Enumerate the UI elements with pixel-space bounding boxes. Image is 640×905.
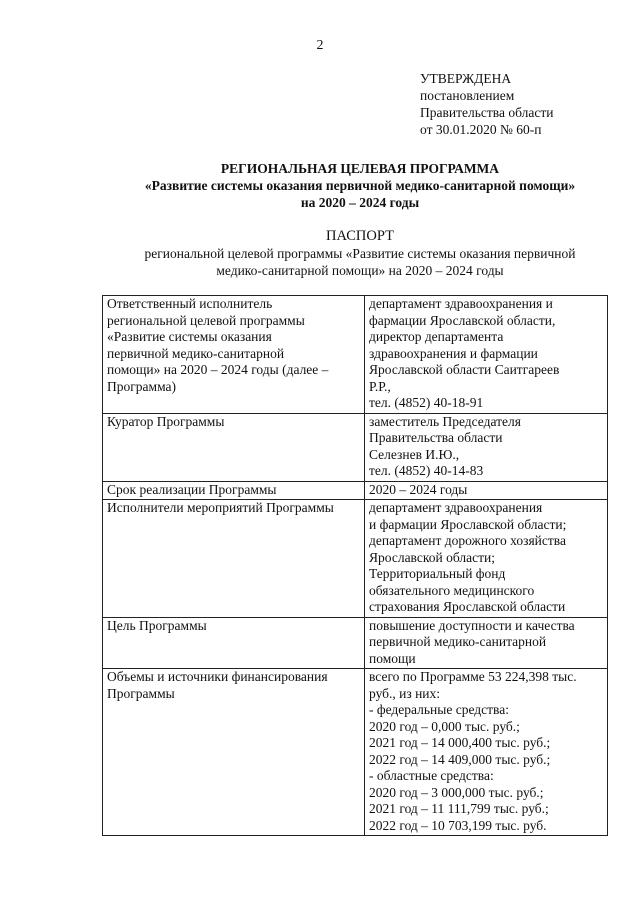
table-row xyxy=(103,669,608,836)
program-title-line: «Развитие системы оказания первичной медико-санитарной помощи» xyxy=(144,178,576,193)
row-label-cell-line: Ответственный исполнитель xyxy=(107,296,273,311)
row-label-cell-line: Срок реализации Программы xyxy=(107,481,277,497)
approval-line: от 30.01.2020 № 60-п xyxy=(420,122,542,137)
row-value-cell-line: Территориальный фонд xyxy=(369,566,506,581)
passport-table xyxy=(102,295,608,836)
row-value-cell-line: директор департамента xyxy=(369,329,504,344)
table-row xyxy=(103,617,608,669)
row-value-cell xyxy=(365,481,608,500)
row-value-cell-line: обязательного медицинского xyxy=(369,582,535,598)
row-label-cell-line: «Развитие системы оказания xyxy=(107,329,272,344)
approval-line: УТВЕРЖДЕНА xyxy=(420,71,512,86)
row-label-cell-line: Объемы и источники финансирования xyxy=(107,669,328,684)
page-number: 2 xyxy=(316,38,324,53)
program-title-line: РЕГИОНАЛЬНАЯ ЦЕЛЕВАЯ ПРОГРАММА xyxy=(220,161,500,176)
row-label-cell-line: помощи» на 2020 – 2024 годы (далее – xyxy=(107,362,329,377)
row-value-cell-line: заместитель Председателя xyxy=(369,413,521,429)
row-value-cell-line: - федеральные средства: xyxy=(369,702,509,717)
approval-line: Правительства области xyxy=(420,105,554,120)
passport-subtitle-line: медико-санитарной помощи» на 2020 – 2024 годы xyxy=(216,263,504,278)
row-label-cell xyxy=(103,481,365,500)
row-value-cell-line: фармации Ярославской области, xyxy=(369,312,556,328)
row-label-cell xyxy=(103,296,365,414)
row-value-cell xyxy=(365,669,608,836)
row-value-cell-line: департамент здравоохранения и xyxy=(369,296,553,311)
passport-heading: ПАСПОРТ xyxy=(326,228,394,244)
row-value-cell-line: страхования Ярославской области xyxy=(369,599,566,614)
row-value-cell-line: 2020 – 2024 годы xyxy=(369,481,468,497)
row-value-cell-line: 2020 год – 0,000 тыс. руб.; xyxy=(369,718,520,734)
row-label-cell-line: Куратор Программы xyxy=(107,413,225,429)
passport-subtitle-line: региональной целевой программы «Развитие системы оказания первичной xyxy=(144,246,576,261)
row-value-cell-line: 2021 год – 11 111,799 тыс. руб.; xyxy=(369,801,549,816)
table-row xyxy=(103,296,608,414)
row-value-cell-line: всего по Программе 53 224,398 тыс. xyxy=(369,669,577,684)
row-label-cell-line: Программа) xyxy=(107,378,177,394)
row-label-cell xyxy=(103,413,365,481)
row-value-cell-line: здравоохранения и фармации xyxy=(369,345,538,361)
table-row xyxy=(103,413,608,481)
row-value-cell-line: - областные средства: xyxy=(369,768,494,783)
row-value-cell-line: 2022 год – 14 409,000 тыс. руб.; xyxy=(369,751,551,767)
row-value-cell-line: Ярославской области Саитгареев xyxy=(369,362,560,377)
row-value-cell-line: департамент дорожного хозяйства xyxy=(369,533,566,548)
row-value-cell-line: 2022 год – 10 703,199 тыс. руб. xyxy=(369,817,547,833)
row-value-cell xyxy=(365,617,608,669)
row-value-cell-line: тел. (4852) 40-14-83 xyxy=(369,463,484,478)
row-value-cell-line: 2020 год – 3 000,000 тыс. руб.; xyxy=(369,784,544,800)
row-value-cell-line: Р.Р., xyxy=(369,378,391,394)
approval-line: постановлением xyxy=(420,88,515,103)
row-label-cell-line: Цель Программы xyxy=(107,617,207,633)
row-value-cell-line: помощи xyxy=(369,650,416,666)
row-value-cell-line: и фармации Ярославской области; xyxy=(369,516,567,532)
row-label-cell-line: региональной целевой программы xyxy=(107,312,305,328)
passport-heading-block xyxy=(60,228,640,279)
row-label-cell-line: Программы xyxy=(107,685,175,701)
row-value-cell-line: Селезнев И.Ю., xyxy=(369,446,460,462)
row-value-cell-line: Правительства области xyxy=(369,430,503,445)
row-label-cell-line: первичной медико-санитарной xyxy=(107,345,285,361)
row-value-cell-line: повышение доступности и качества xyxy=(369,617,575,633)
row-value-cell-line: 2021 год – 14 000,400 тыс. руб.; xyxy=(369,735,551,750)
row-value-cell-line: первичной медико-санитарной xyxy=(369,634,547,649)
row-value-cell-line: руб., из них: xyxy=(369,685,441,701)
table-row xyxy=(103,481,608,500)
row-label-cell xyxy=(103,617,365,669)
row-label-cell-line: Исполнители мероприятий Программы xyxy=(107,500,334,515)
approval-stamp xyxy=(420,70,630,138)
row-value-cell xyxy=(365,413,608,481)
row-value-cell xyxy=(365,500,608,618)
row-value-cell xyxy=(365,296,608,414)
row-value-cell-line: Ярославской области; xyxy=(369,549,495,565)
row-value-cell-line: департамент здравоохранения xyxy=(369,500,543,515)
row-value-cell-line: тел. (4852) 40-18-91 xyxy=(369,395,484,410)
row-label-cell xyxy=(103,669,365,836)
program-title-line: на 2020 – 2024 годы xyxy=(300,195,420,210)
row-label-cell xyxy=(103,500,365,618)
table-row xyxy=(103,500,608,618)
program-title xyxy=(60,160,640,211)
